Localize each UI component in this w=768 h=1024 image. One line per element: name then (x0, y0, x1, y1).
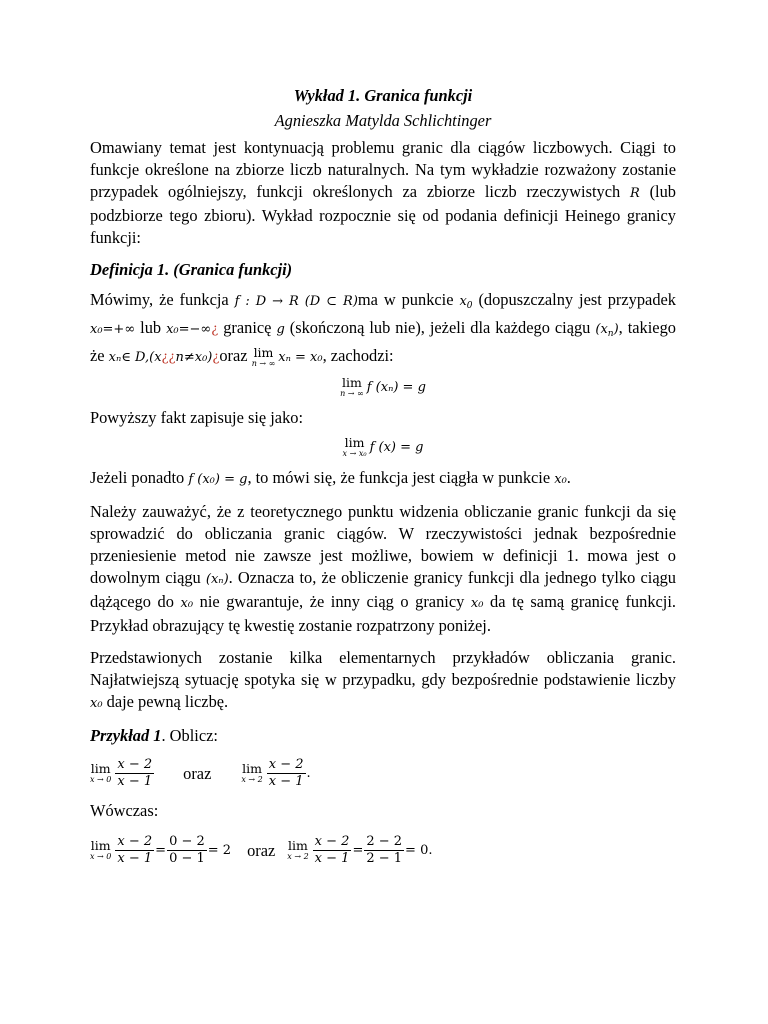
definition-heading: Definicja 1. (Granica funkcji) (90, 260, 293, 279)
sol-frac-2-den: x − 1 (314, 851, 350, 866)
sol-lim-1 (90, 840, 111, 861)
glitch-char-2: ¿ (212, 350, 220, 365)
math-minus-inf: x₀=−∞ (166, 322, 212, 337)
inline-limit (251, 344, 276, 368)
sol-frac-2-sub-num: 2 − 2 (366, 834, 403, 849)
sol-frac-1 (115, 834, 154, 867)
example-1-heading-line (90, 725, 676, 747)
eq2-lim-word: lim (344, 434, 365, 450)
sol-lim-2-under: x → 2 (287, 852, 309, 861)
sol-lim-1-word: lim (90, 838, 111, 853)
sol-frac-2-sub (364, 834, 404, 867)
sol-frac-2 (313, 834, 352, 867)
intro-text: Omawiany temat jest kontynuacją problemu granic dla ciągów liczbowych. Ciągi to funkcje określone na zbiorze liczb naturalnych. Na tym wykładzie rozważony zostanie przypadek ogólniejszy, funkcji określonych za zbiorze liczb rzeczywistych (90, 138, 676, 201)
task-lim-2-word: lim (242, 761, 262, 776)
task-frac-2-num: x − 2 (268, 757, 304, 772)
equation-2 (90, 435, 676, 459)
math-x0-e: x₀ (90, 696, 103, 711)
sol-lim-2-word: lim (288, 838, 308, 853)
def-text-8: oraz (219, 346, 248, 365)
sol-frac-2-sub-den: 2 − 1 (366, 851, 403, 866)
def-text-9: , zachodzi: (322, 346, 394, 365)
sol-frac-1-num: x − 2 (117, 834, 153, 849)
document-author: Agnieszka Matylda Schlichtinger (274, 111, 492, 130)
cont-text-a: Jeżeli ponadto (90, 468, 185, 487)
intro-text-end: (lub podzbiorze tego zbioru). Wykład rozpocznie się od podania definicji Heinego granicy funkcji: (90, 182, 676, 247)
def-text-7: , takiego że (90, 318, 676, 365)
task-lim-2-under: x → 2 (241, 775, 263, 784)
def-text-5: granicę (223, 318, 272, 337)
examples-text-b: daje pewną liczbę. (106, 692, 229, 711)
math-plus-inf: x₀=+∞ (90, 322, 136, 337)
math-x0-d: x₀ (470, 596, 484, 611)
note-text-c: nie gwarantuje, że inny ciąg o granicy (199, 592, 465, 611)
eq2-lim (342, 434, 367, 458)
glitch-chars: ¿¿ (161, 350, 176, 365)
sol-lim-1-under: x → 0 (90, 852, 112, 861)
note-text-b: . Oznacza to, że obliczenie granicy funkcji dla jednego tylko ciągu dążącego do (90, 568, 676, 611)
sol-frac-2-num: x − 2 (314, 834, 350, 849)
example-1-solution: lim x → 0 $\frac{x - 2}{x - 1}$ = $\frac{0 - 2}{0 - 1}$ = 2 oraz lim x → 2 $\frac{x - 2}{x - 1}$ = $\frac{2 - 2}{2 - 1}$ = 0. (90, 834, 433, 866)
sol-lim-2 (287, 840, 308, 861)
math-x0-c: x₀ (180, 596, 194, 611)
cont-text-c: . (566, 468, 571, 487)
task-lim-1-word: lim (90, 761, 111, 776)
cont-text-b: , to mówi się, że funkcja jest ciągła w punkcie (247, 468, 551, 487)
example-1-heading: Przykład 1 (90, 726, 162, 745)
note-text-a: Należy zauważyć, że z teoretycznego punktu widzenia obliczanie granic funkcji da się sprowadzić do obliczania granic ciągów. W rzeczywistości jednak bezpośrednie przeniesienie metod nie zawsze jest możliwe, bowiem w definicji 1. mowa jest o dowolnym ciągu (90, 502, 676, 587)
math-function-def: f : D → R (D ⊂ R) (234, 294, 358, 309)
math-f-x0-eq-g: f (x₀) = g (188, 472, 248, 487)
example-1-task (90, 757, 676, 790)
fact-paragraph: Powyższy fakt zapisuje się jako: (90, 408, 304, 427)
math-xn: (xₙ) (205, 572, 229, 587)
task-frac-2 (267, 757, 306, 790)
math-cond-b: n≠x₀) (175, 350, 213, 365)
task-lim-1 (90, 763, 111, 784)
task-frac-1-den: x − 1 (117, 774, 153, 789)
definition-paragraph (90, 289, 676, 369)
sol-frac-1-sub-num: 0 − 2 (169, 834, 205, 849)
math-R: R (630, 186, 640, 201)
math-x0: $x_0$ (459, 294, 473, 311)
task-frac-1-num: x − 2 (117, 757, 153, 772)
math-g: g (276, 322, 285, 337)
sol-result-1: = 2 (207, 842, 232, 858)
def-text-2: ma w punkcie (357, 290, 454, 309)
math-x0-b: x₀ (554, 472, 567, 487)
eq1-body: f (xₙ) = g (366, 380, 426, 395)
task-frac-2-den: x − 1 (268, 774, 304, 789)
intro-paragraph (90, 137, 676, 249)
example-1-rest: . Oblicz: (161, 726, 218, 745)
then-text: Wówczas: (90, 801, 159, 820)
document-title: Wykład 1. Granica funkcji (293, 86, 473, 105)
sol-frac-1-sub (167, 834, 207, 867)
sol-result-2: = 0. (405, 842, 433, 858)
math-seq-xn: $(x_n)$ (595, 322, 619, 339)
task-frac-1 (115, 757, 154, 790)
task-oraz: oraz (183, 763, 212, 783)
glitch-char: ¿ (211, 322, 219, 337)
eq2-body: f (x) = g (369, 440, 424, 455)
document-page (90, 85, 676, 877)
task-lim-1-under: x → 0 (90, 775, 112, 784)
lim-word: lim (253, 344, 274, 360)
def-text-3: (dopuszczalny jest przypadek (478, 290, 676, 309)
sol-frac-1-den: x − 1 (117, 851, 153, 866)
note-text-d: da tę samą granicę funkcji. Przykład obrazujący tę kwestię zostanie rozpatrzony poniżej. (90, 592, 676, 635)
equation-1 (90, 375, 676, 399)
task-dot: . (306, 765, 311, 781)
note-paragraph (90, 501, 676, 637)
continuity-paragraph (90, 467, 676, 491)
examples-text-a: Przedstawionych zostanie kilka elementarnych przykładów obliczania granic. Najłatwiejszą sytuację spotyka się w przypadku, gdy bezpośrednie podstawienie liczby (90, 648, 676, 689)
lim-under: n → ∞ (251, 358, 276, 368)
def-text-1: Mówimy, że funkcja (90, 290, 229, 309)
def-text-6: (skończoną lub nie), jeżeli dla każdego ciągu (289, 318, 591, 337)
sol-oraz: oraz (247, 840, 276, 860)
eq1-lim-under: n → ∞ (340, 388, 364, 398)
eq1-lim-word: lim (341, 374, 362, 390)
sol-frac-1-sub-den: 0 − 1 (169, 851, 205, 866)
eq2-lim-under: x → x₀ (342, 448, 367, 458)
def-text-4: lub (140, 318, 162, 337)
eq1-lim (340, 374, 364, 398)
math-cond-a: xₙ∈ D,(x (108, 350, 162, 365)
examples-intro-paragraph (90, 647, 676, 715)
task-lim-2 (241, 763, 262, 784)
math-lim-value: xₙ = x₀ (278, 350, 323, 365)
